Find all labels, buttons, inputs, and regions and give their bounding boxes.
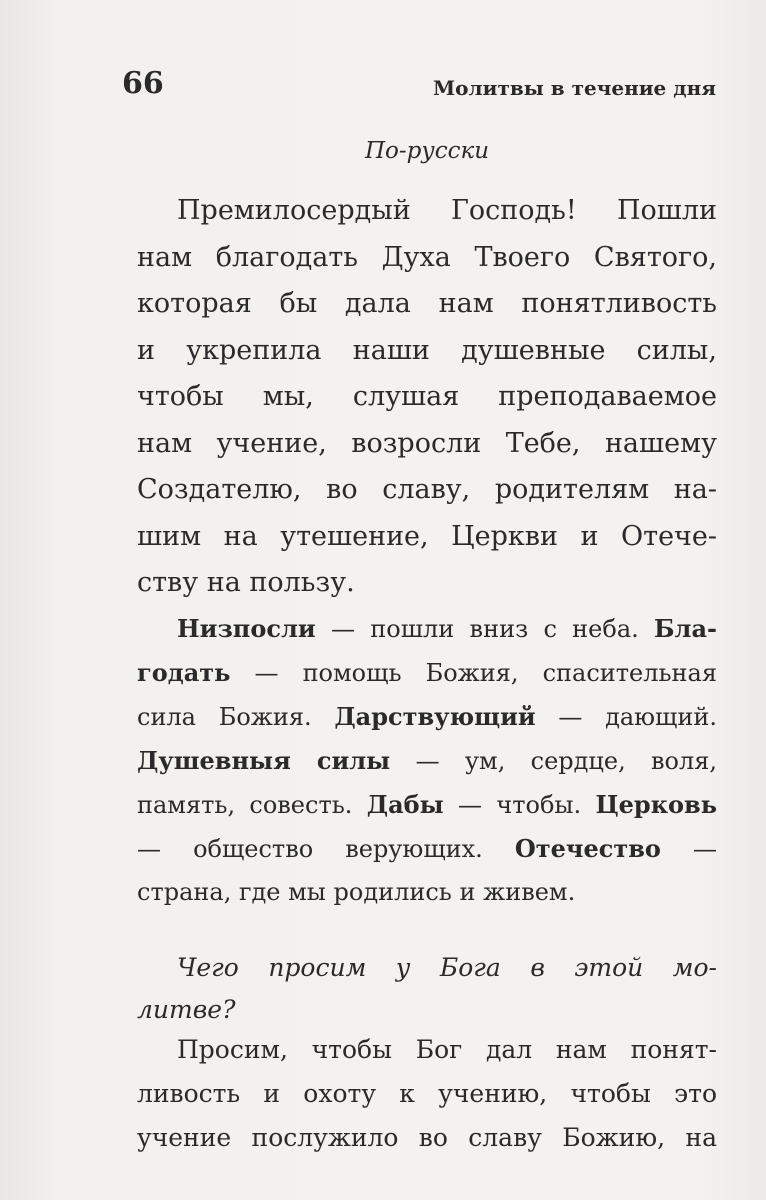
glossary-line (137, 871, 717, 914)
glossary-term: Дарствующий (334, 702, 536, 731)
glossary-term: Церковь (595, 790, 717, 819)
glossary-line (137, 695, 717, 739)
glossary-text: память, совесть. (137, 791, 367, 819)
glossary-text: — чтобы. (443, 791, 596, 819)
glossary-term: годать (137, 658, 231, 687)
prayer-line: шим на утешение, Церкви и Отече- (137, 520, 717, 552)
glossary-line (137, 651, 717, 695)
glossary-text: — ум, сердце, воля, (390, 747, 717, 775)
glossary-text: — дающий. (535, 703, 717, 731)
glossary-term: Дабы (366, 790, 444, 819)
page-header (122, 66, 716, 110)
answer-line: Просим, чтобы Бог дал нам понят- (177, 1035, 717, 1064)
answer (137, 1028, 717, 1160)
question (137, 947, 717, 1031)
glossary-text: — помощь Божия, спасительная (230, 659, 717, 687)
glossary-term: Бла- (654, 614, 717, 643)
glossary-term: Низпосли (177, 614, 316, 643)
glossary-text: — пошли вниз с неба. (315, 615, 655, 643)
prayer-line: которая бы дала нам понятливость (137, 288, 717, 319)
glossary-term: Душевныя силы (137, 746, 391, 775)
prayer-line: чтобы мы, слушая преподаваемое (137, 381, 717, 412)
question-line: литве? (137, 995, 236, 1024)
glossary (137, 607, 717, 914)
glossary-term: Отечество (514, 834, 661, 863)
prayer-text (137, 188, 717, 607)
glossary-line (137, 739, 717, 783)
prayer-line: Создателю, во славу, родителям на- (137, 474, 717, 505)
glossary-line (137, 607, 717, 651)
glossary-text: сила Божия. (137, 703, 335, 731)
page-number: 66 (122, 66, 164, 101)
section-heading: По-русски (364, 138, 490, 164)
prayer-line: нам учение, возросли Тебе, нашему (137, 427, 717, 459)
glossary-text: — общество верующих. (137, 835, 515, 863)
prayer-line: ству на пользу. (137, 567, 355, 598)
glossary-line (137, 783, 717, 827)
question-line: Чего просим у Бога в этой мо- (177, 953, 717, 982)
glossary-text: страна, где мы родились и живем. (137, 878, 576, 906)
glossary-line (137, 827, 717, 871)
running-title: Молитвы в течение дня (433, 76, 716, 100)
answer-line: ливость и охоту к учению, чтобы это (137, 1079, 717, 1108)
prayer-line: и укрепила наши душевные силы, (137, 334, 717, 366)
glossary-text: — (660, 835, 717, 863)
prayer-line: нам благодать Духа Твоего Святого, (137, 241, 717, 273)
answer-line: учение послужило во славу Божию, на (137, 1123, 717, 1152)
prayer-line: Премилосердый Господь! Пошли (177, 195, 717, 226)
